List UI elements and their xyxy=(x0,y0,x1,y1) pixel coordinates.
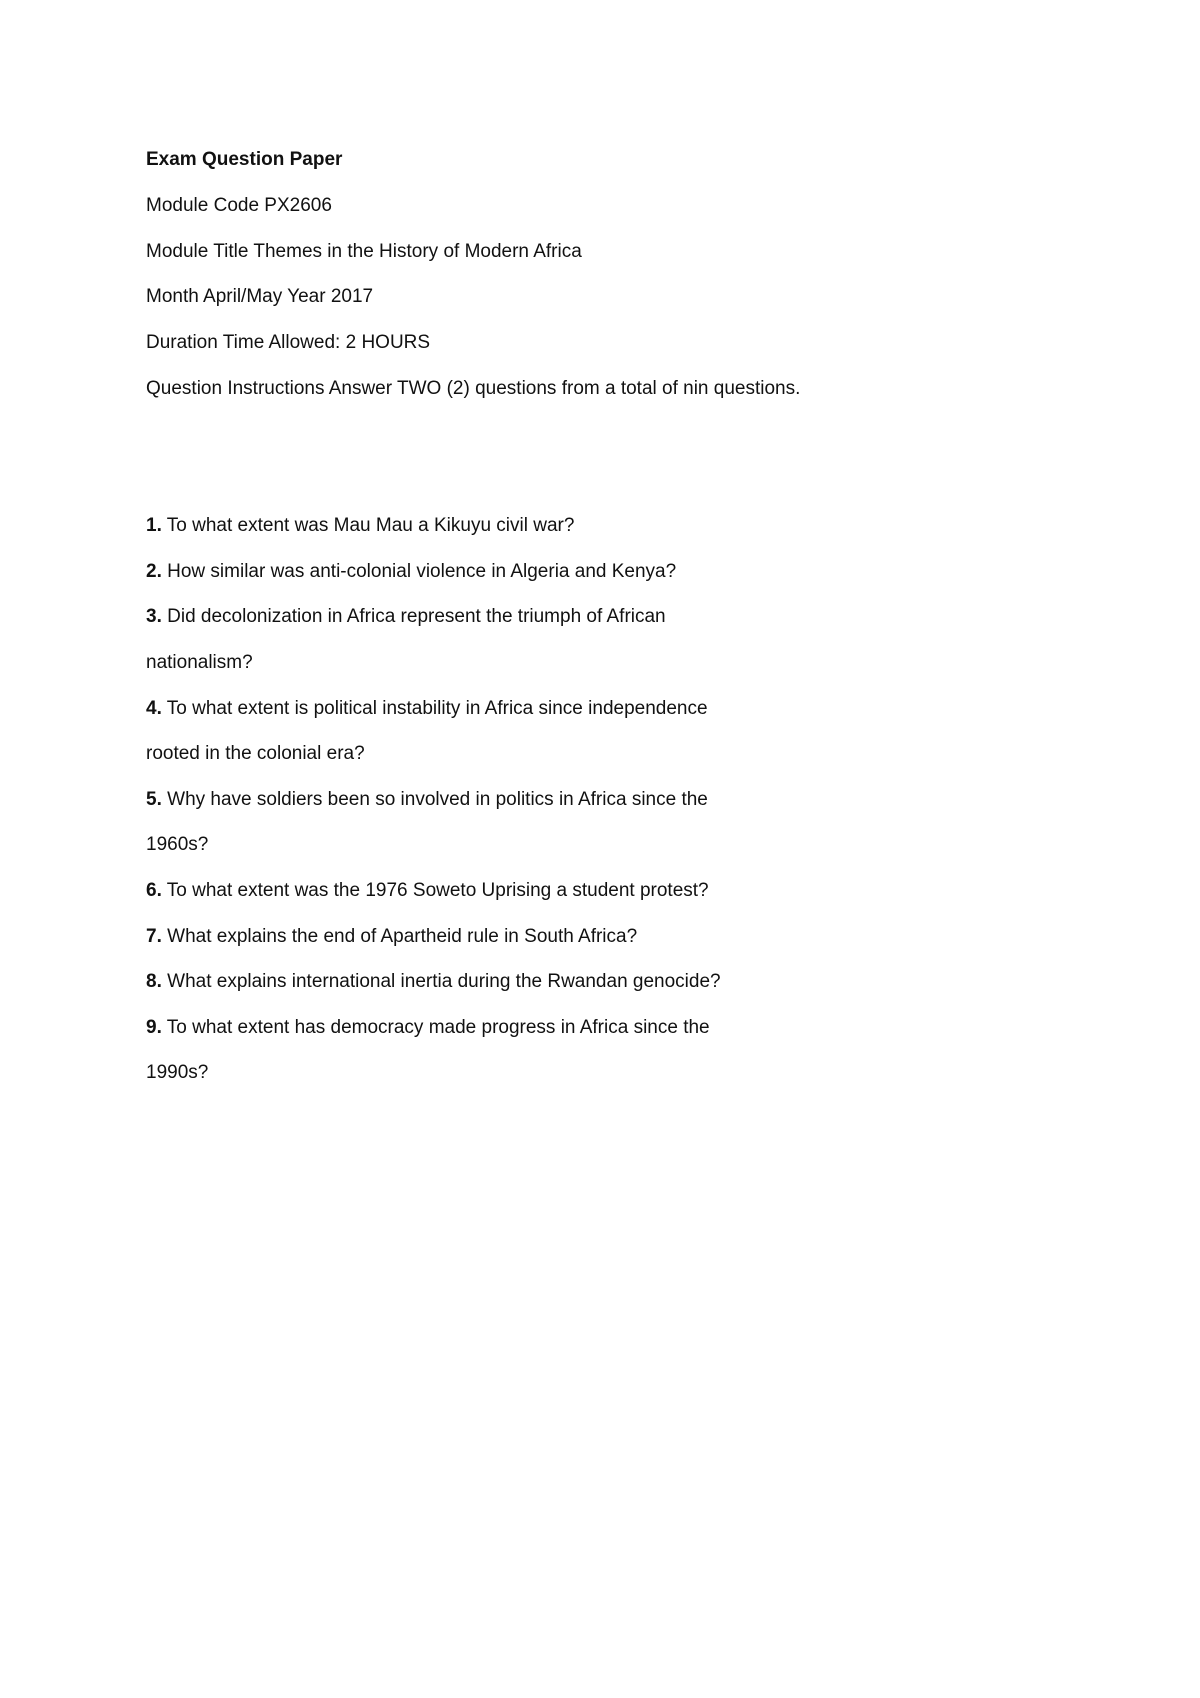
question-text: What explains international inertia during the Rwandan genocide? xyxy=(161,971,721,992)
question-text: Did decolonization in Africa represent the triumph of African xyxy=(161,606,666,627)
question-2 xyxy=(146,560,676,584)
module-code: Module Code PX2606 xyxy=(146,195,332,216)
question-text: What explains the end of Apartheid rule in South Africa? xyxy=(161,926,638,947)
question-number: 1. xyxy=(146,515,162,536)
question-4 xyxy=(146,697,708,721)
duration: Duration Time Allowed: 2 HOURS xyxy=(146,332,431,353)
question-text: To what extent is political instability in Africa since independence xyxy=(161,698,708,719)
question-4-continued: rooted in the colonial era? xyxy=(146,743,365,764)
question-9-continued: 1990s? xyxy=(146,1062,209,1083)
question-3 xyxy=(146,605,666,629)
question-text: To what extent was Mau Mau a Kikuyu civil war? xyxy=(161,515,575,536)
question-8 xyxy=(146,970,721,994)
question-9 xyxy=(146,1016,710,1040)
question-text: Why have soldiers been so involved in politics in Africa since the xyxy=(161,789,708,810)
question-3-continued: nationalism? xyxy=(146,652,253,673)
question-number: 5. xyxy=(146,789,162,810)
question-number: 7. xyxy=(146,926,162,947)
question-instructions: Question Instructions Answer TWO (2) questions from a total of nin questions. xyxy=(146,378,801,399)
question-text: To what extent has democracy made progress in Africa since the xyxy=(161,1017,710,1038)
question-number: 9. xyxy=(146,1017,162,1038)
question-number: 8. xyxy=(146,971,162,992)
question-6 xyxy=(146,879,709,903)
paper-title: Exam Question Paper xyxy=(146,149,343,170)
question-number: 2. xyxy=(146,561,162,582)
month-year: Month April/May Year 2017 xyxy=(146,286,374,307)
question-number: 6. xyxy=(146,880,162,901)
question-number: 4. xyxy=(146,698,162,719)
question-number: 3. xyxy=(146,606,162,627)
question-7 xyxy=(146,925,637,949)
question-5-continued: 1960s? xyxy=(146,834,209,855)
module-title: Module Title Themes in the History of Modern Africa xyxy=(146,241,582,262)
question-5 xyxy=(146,788,708,812)
question-text: To what extent was the 1976 Soweto Uprising a student protest? xyxy=(161,880,709,901)
question-text: How similar was anti-colonial violence in Algeria and Kenya? xyxy=(161,561,677,582)
question-1 xyxy=(146,514,574,538)
